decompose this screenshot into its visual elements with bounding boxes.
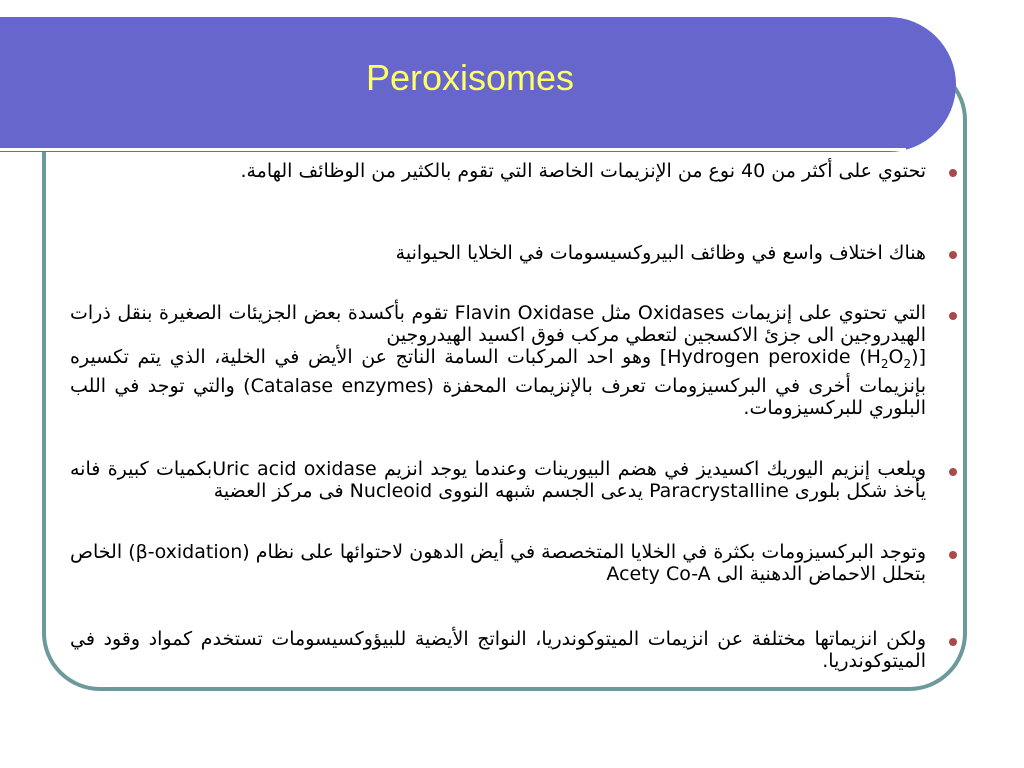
bullet-text-mid: O: [888, 346, 904, 368]
bullet-text: [70, 302, 926, 419]
bullet-item: [70, 458, 960, 502]
bullet-item: [70, 302, 960, 419]
bullet-text-part2-suffix: )] وهو احد المركبات السامة الناتج عن الأيض في الخلية، الذي يتم تكسيره بإنزيمات أخرى في البركسيزومات تعرف بالإنزيمات المحفزة (Catalase enzymes) والتي توجد في اللب البلوري للبركسيزومات.: [70, 346, 926, 419]
bullet-icon: [949, 251, 957, 259]
bullet-item: [70, 241, 960, 266]
bullet-item: [70, 159, 960, 184]
bullet-text: تحتوي على أكثر من 40 نوع من الإنزيمات الخاصة التي تقوم بالكثير من الوظائف الهامة.: [240, 160, 926, 182]
bullet-icon: [949, 638, 957, 646]
slide-title: Peroxisomes: [365, 57, 575, 98]
bullet-item: [70, 628, 960, 672]
bullet-icon: [949, 312, 957, 320]
bullet-text-part2-prefix: [Hydrogen peroxide (H: [667, 346, 926, 368]
bullet-icon: [949, 468, 957, 476]
bullet-text: ويلعب إنزيم اليوريك اكسيديز في هضم البيورينات وعندما يوجد انزيم Uric acid oxidaseبكميات كبيرة فانه يأخذ شكل بلورى Paracrystalline يدعى الجسم شبهه النووى Nucleoid فى مركز العضية: [70, 458, 926, 502]
bullet-text: هناك اختلاف واسع في وظائف البيروكسيسومات في الخلايا الحيوانية: [395, 242, 926, 264]
bullet-icon: [949, 169, 957, 177]
bullet-text: وتوجد البركسيزومات بكثرة في الخلايا المتخصصة في أيض الدهون لاحتوائها على نظام (β-oxidation) الخاص بتحلل الاحماض الدهنية الى Acety Co-A: [70, 541, 927, 585]
title-underline: [0, 148, 906, 151]
bullet-text: ولكن انزيماتها مختلفة عن انزيمات الميتوكوندريا، النواتج الأيضية للبيؤوكسيسومات تستخدم كمواد وقود في الميتوكوندريا.: [70, 628, 926, 672]
subscript: 2: [903, 356, 912, 371]
bullet-text-part1: التي تحتوي على إنزيمات Oxidases مثل Flavin Oxidase تقوم بأكسدة بعض الجزيئات الصغيرة بنقل ذرات الهيدروجين الى جزئ الاكسجين لتعطي مركب فوق اكسيد الهيدروجين: [70, 302, 926, 346]
bullet-icon: [949, 551, 957, 559]
bullet-item: [70, 541, 960, 585]
subscript: 2: [880, 356, 889, 371]
